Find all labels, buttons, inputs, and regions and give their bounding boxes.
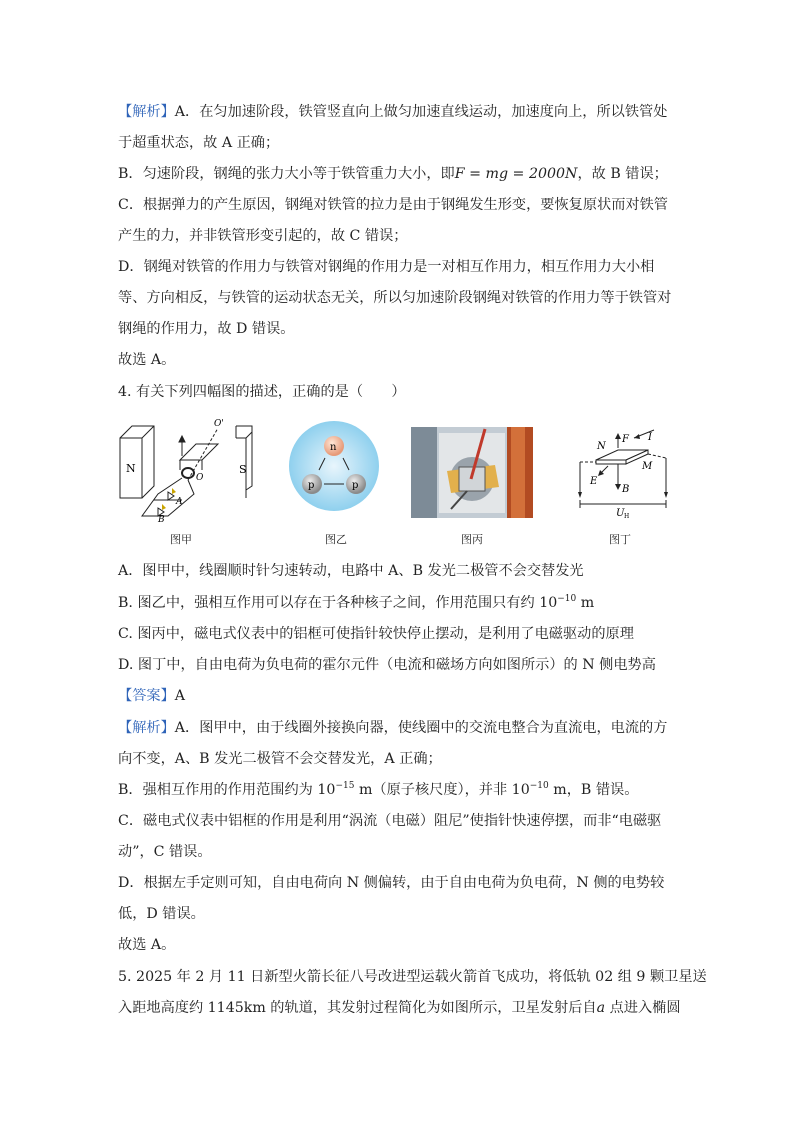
q3-analysis-line-1: 【解析】A．在匀加速阶段，铁管竖直向上做匀加速直线运动，加速度向上，所以铁管处 — [118, 104, 668, 120]
q4-analysis-c-1: C．磁电式仪表中铝框的作用是利用“涡流（电磁）阻尼”使指针快速停摆，而非“电磁驱 — [118, 813, 662, 829]
q4-option-a: A．图甲中，线圈顺时针匀速转动，电路中 A、B 发光二极管不会交替发光 — [118, 563, 584, 579]
q4-analysis-b: B．强相互作用的作用范围约为 $10^{-15}$ m（原子核尺度），并非 $10^{-10}$ m，B 错误。 — [118, 781, 639, 798]
q4-analysis-d-2: 低，D 错误。 — [118, 906, 205, 922]
svg-text:B: B — [622, 484, 630, 495]
q4-analysis-d-1: D．根据左手定则可知，自由电荷向 N 侧偏转，由于自由电荷为负电荷，N 侧的电势较 — [118, 875, 665, 891]
caption-jia: 图甲 — [170, 533, 192, 546]
q3-analysis-line-2: 于超重状态，故 A 正确； — [118, 135, 280, 151]
q3-option-d-analysis-2: 等、方向相反，与铁管的运动状态无关，所以匀加速阶段钢绳对铁管的作用力等于铁管对 — [118, 290, 672, 306]
svg-text:n: n — [330, 442, 337, 453]
analysis-tag: 【解析】 — [118, 104, 175, 120]
caption-bing: 图丙 — [461, 533, 483, 546]
q3-option-d-analysis-3: 钢绳的作用力，故 D 错误。 — [118, 321, 295, 337]
label-o-prime: O' — [214, 419, 224, 429]
figure-bing — [411, 427, 533, 518]
q5-stem-line-1: 5. 2025 年 2 月 11 日新型火箭长征八号改进型运载火箭首飞成功，将低轨 02 组 9 颗卫星送 — [118, 969, 707, 985]
q4-analysis-a-2: 向不变，A、B 发光二极管不会交替发光，A 正确； — [118, 751, 442, 767]
q4-option-b: B. 图乙中，强相互作用可以存在于各种核子之间，作用范围只有约 $10^{-10}$ m — [118, 594, 595, 611]
q3-choice: 故选 A。 — [118, 352, 176, 368]
q4-option-d: D. 图丁中，自由电荷为负电荷的霍尔元件（电流和磁场方向如图所示）的 N 侧电势高 — [118, 657, 656, 673]
label-o: O — [196, 473, 204, 483]
q3-option-b-analysis: B．匀速阶段，钢绳的张力大小等于铁管重力大小，即F = mg = 2000N，故 B 错误； — [118, 166, 668, 182]
caption-ding: 图丁 — [609, 533, 631, 546]
figure-yi — [288, 420, 380, 512]
caption-yi: 图乙 — [325, 533, 347, 546]
q5-stem-line-2: 入距地高度约 1145km 的轨道，其发射过程简化为如图所示，卫星发射后自a 点进入椭圆 — [118, 1000, 681, 1016]
formula: F = mg = 2000N — [454, 166, 578, 182]
svg-text:F: F — [622, 434, 629, 445]
svg-text:M: M — [642, 461, 653, 472]
q3-option-d-analysis-1: D．钢绳对铁管的作用力与铁管对钢绳的作用力是一对相互作用力，相互作用力大小相 — [118, 259, 655, 275]
q4-stem: 4. 有关下列四幅图的描述，正确的是（ ） — [118, 384, 406, 400]
label-a: A — [176, 497, 183, 507]
svg-text:I: I — [648, 432, 652, 443]
q3-option-c-analysis-2: 产生的力，并非铁管形变引起的，故 C 错误； — [118, 228, 408, 244]
q4-choice: 故选 A。 — [118, 937, 176, 953]
svg-text:U: U — [616, 508, 625, 518]
q4-analysis-a-1: 【解析】A．图甲中，由于线圈外接换向器，使线圈中的交流电整合为直流电，电流的方 — [118, 720, 668, 736]
label-n: N — [126, 462, 136, 475]
figure-ding — [578, 428, 678, 518]
q4-analysis-c-2: 动”，C 错误。 — [118, 844, 212, 860]
analysis-tag: 【解析】 — [118, 720, 175, 736]
svg-text:p: p — [308, 480, 315, 491]
figure-jia — [118, 418, 268, 526]
q4-option-c: C. 图丙中，磁电式仪表中的铝框可使指针较快停止摆动，是利用了电磁驱动的原理 — [118, 626, 634, 642]
svg-text:H: H — [624, 513, 630, 518]
svg-text:p: p — [352, 480, 359, 491]
label-s: S — [239, 463, 247, 476]
answer-value: A — [174, 688, 186, 704]
q4-answer — [118, 686, 185, 706]
label-b: B — [158, 515, 165, 525]
svg-text:E: E — [590, 476, 598, 487]
svg-text:N: N — [597, 441, 606, 452]
q3-option-c-analysis-1: C．根据弹力的产生原因，钢绳对铁管的拉力是由于钢绳发生形变，要恢复原状而对铁管 — [118, 197, 668, 213]
answer-tag: 【答案】 — [118, 688, 175, 704]
